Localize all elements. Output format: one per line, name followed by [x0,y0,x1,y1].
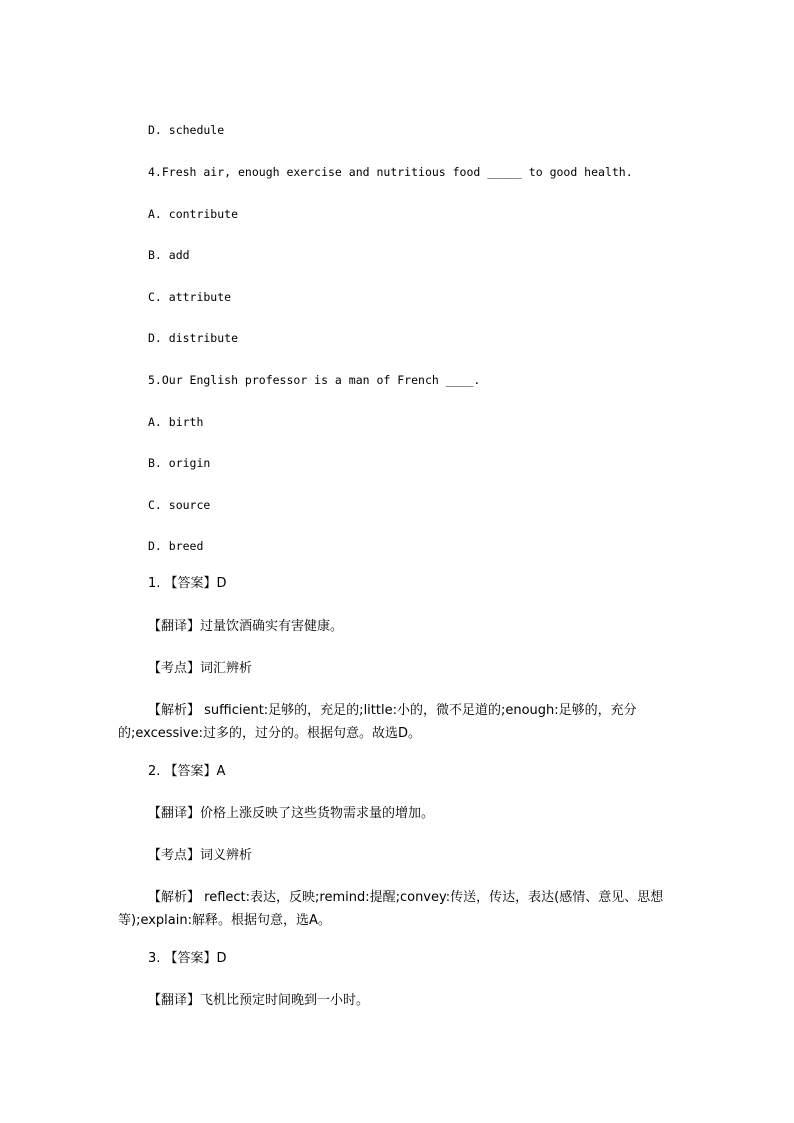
q4-option-a: A. contribute [148,207,239,221]
q5-option-d: D. breed [148,539,204,553]
answer-1: 1. 【答案】D [148,576,227,591]
analysis-1: 【解析】 sufficient:足够的，充足的;little:小的，微不足道的;enough:足够的，充分的;excessive:过多的，过分的。根据句意。故选D。 [118,703,637,741]
q3-option-d: D. schedule [148,123,225,137]
translation-3: 【翻译】飞机比预定时间晚到一小时。 [148,993,370,1008]
q5-option-a: A. birth [148,415,204,429]
q4-option-d: D. distribute [148,331,239,345]
q5-option-b: B. origin [148,456,211,470]
test-point-1: 【考点】词汇辨析 [148,661,253,676]
test-point-2: 【考点】词义辨析 [148,848,253,863]
q4-option-c: C. attribute [148,290,232,304]
q4-stem: 4.Fresh air, enough exercise and nutritious food _____ to good health. [148,165,633,179]
translation-1: 【翻译】过量饮酒确实有害健康。 [148,619,344,634]
q4-option-b: B. add [148,248,190,262]
answer-2: 2. 【答案】A [148,764,226,779]
q5-stem: 5.Our English professor is a man of French ____. [148,373,481,387]
q5-option-c: C. source [148,498,211,512]
translation-2: 【翻译】价格上涨反映了这些货物需求量的增加。 [148,806,435,821]
analysis-2: 【解析】 reflect:表达，反映;remind:提醒;convey:传送，传达，表达(感情、意见、思想等);explain:解释。根据句意，选A。 [118,890,664,928]
answer-3: 3. 【答案】D [148,951,227,966]
